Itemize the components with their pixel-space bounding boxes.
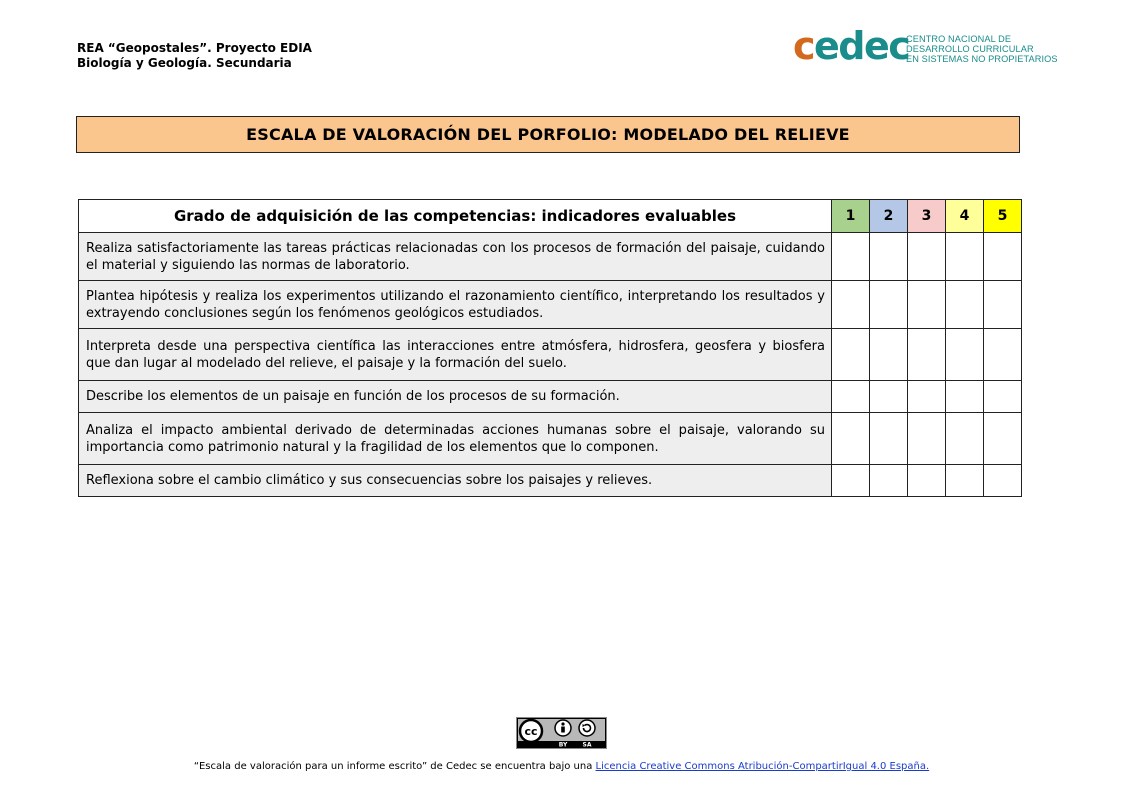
rating-cell-4[interactable]	[946, 329, 984, 381]
rating-cell-3[interactable]	[908, 381, 946, 413]
rating-cell-5[interactable]	[984, 413, 1022, 465]
rubric-table	[78, 199, 1022, 497]
rating-cell-2[interactable]	[870, 413, 908, 465]
sa-label: SA	[582, 741, 592, 749]
rating-cell-3[interactable]	[908, 329, 946, 381]
rubric-row	[79, 413, 1022, 465]
rating-cell-3[interactable]	[908, 233, 946, 281]
level-header: 5	[984, 200, 1022, 233]
rating-cell-2[interactable]	[870, 465, 908, 497]
cedec-wordmark-rest: edec	[814, 24, 910, 68]
cedec-wordmark-c: c	[793, 24, 815, 68]
page-title: ESCALA DE VALORACIÓN DEL PORFOLIO: MODELADO DEL RELIEVE	[76, 116, 1020, 153]
rating-cell-5[interactable]	[984, 465, 1022, 497]
indicator-text: Plantea hipótesis y realiza los experimentos utilizando el razonamiento científico, interpretando los resultados y extrayendo conclusiones según los fenómenos geológicos estudiados.	[79, 281, 832, 329]
level-header: 4	[946, 200, 984, 233]
rating-cell-1[interactable]	[832, 233, 870, 281]
header-project: REA “Geopostales”. Proyecto EDIA	[77, 41, 312, 55]
rubric-row	[79, 465, 1022, 497]
by-label: BY	[558, 741, 568, 749]
cc-by-sa-badge	[516, 717, 607, 749]
rubric-row	[79, 233, 1022, 281]
rating-cell-4[interactable]	[946, 281, 984, 329]
rating-cell-3[interactable]	[908, 281, 946, 329]
license-footer	[0, 761, 1123, 772]
rating-cell-2[interactable]	[870, 329, 908, 381]
cedec-subtitle-line1: CENTRO NACIONAL DE	[906, 34, 1012, 44]
cedec-wordmark	[793, 24, 909, 68]
by-icon-body	[561, 727, 565, 733]
rating-cell-3[interactable]	[908, 465, 946, 497]
indicator-text: Realiza satisfactoriamente las tareas prácticas relacionadas con los procesos de formación del paisaje, cuidando el material y siguiendo las normas de laboratorio.	[79, 233, 832, 281]
rubric-row	[79, 381, 1022, 413]
cedec-subtitle	[906, 34, 1058, 64]
rating-cell-4[interactable]	[946, 413, 984, 465]
rating-cell-1[interactable]	[832, 329, 870, 381]
indicator-text: Interpreta desde una perspectiva científica las interacciones entre atmósfera, hidrosfera, geosfera y biosfera que dan lugar al modelado del relieve, el paisaje y la formación del suelo.	[79, 329, 832, 381]
indicator-text: Reflexiona sobre el cambio climático y sus consecuencias sobre los paisajes y relieves.	[79, 465, 832, 497]
indicator-text: Analiza el impacto ambiental derivado de determinadas acciones humanas sobre el paisaje, valorando su importancia como patrimonio natural y la fragilidad de los elementos que lo componen.	[79, 413, 832, 465]
rubric-body	[79, 233, 1022, 497]
rating-cell-1[interactable]	[832, 281, 870, 329]
rating-cell-4[interactable]	[946, 233, 984, 281]
rating-cell-3[interactable]	[908, 413, 946, 465]
by-icon-head	[561, 722, 564, 725]
level-header: 2	[870, 200, 908, 233]
rubric-row	[79, 329, 1022, 381]
rubric-header-row	[79, 200, 1022, 233]
rating-cell-1[interactable]	[832, 413, 870, 465]
license-text: “Escala de valoración para un informe escrito” de Cedec se encuentra bajo una	[193, 761, 596, 772]
sa-icon	[579, 720, 595, 736]
rating-cell-5[interactable]	[984, 233, 1022, 281]
rating-cell-1[interactable]	[832, 381, 870, 413]
rating-cell-2[interactable]	[870, 381, 908, 413]
level-header: 3	[908, 200, 946, 233]
rating-cell-2[interactable]	[870, 233, 908, 281]
indicator-text: Describe los elementos de un paisaje en función de los procesos de su formación.	[79, 381, 832, 413]
rating-cell-5[interactable]	[984, 281, 1022, 329]
rating-cell-4[interactable]	[946, 381, 984, 413]
rating-cell-2[interactable]	[870, 281, 908, 329]
rating-cell-1[interactable]	[832, 465, 870, 497]
header-subject: Biología y Geología. Secundaria	[77, 56, 292, 70]
rating-cell-5[interactable]	[984, 381, 1022, 413]
rating-cell-5[interactable]	[984, 329, 1022, 381]
cedec-subtitle-line3: EN SISTEMAS NO PROPIETARIOS	[906, 54, 1058, 64]
cedec-subtitle-line2: DESARROLLO CURRICULAR	[906, 44, 1034, 54]
rating-cell-4[interactable]	[946, 465, 984, 497]
document-header	[77, 41, 312, 71]
criteria-header: Grado de adquisición de las competencias: indicadores evaluables	[79, 200, 832, 233]
cedec-logo	[793, 24, 1058, 68]
level-header: 1	[832, 200, 870, 233]
rubric-row	[79, 281, 1022, 329]
license-link[interactable]: Licencia Creative Commons Atribución-CompartirIgual 4.0 España.	[595, 761, 930, 772]
cc-icon-label: cc	[524, 725, 538, 738]
